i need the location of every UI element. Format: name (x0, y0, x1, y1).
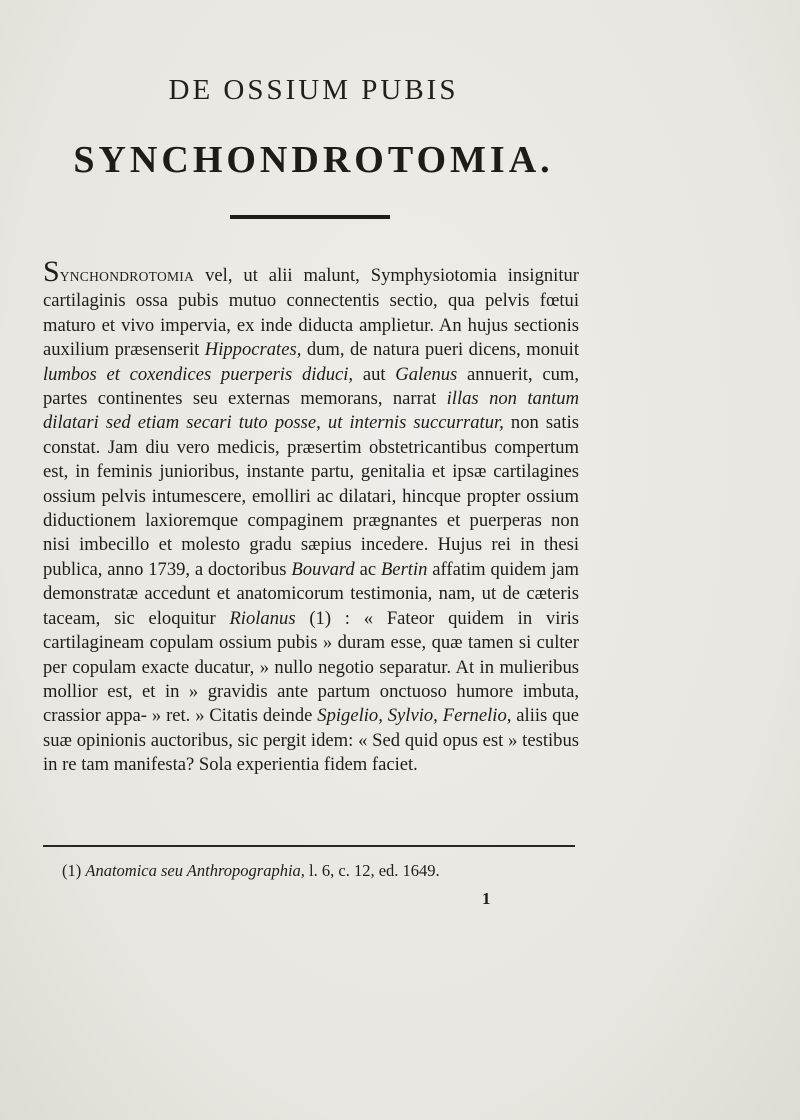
italic-span: Galenus (395, 363, 458, 385)
italic-span: Riolanus (229, 607, 296, 629)
text-span: aliis que suæ opinionis auctoribus, sic pergit idem: « Sed quid opus est » testibus in re tam manifesta? Sola experientia fidem faciet. (43, 705, 579, 776)
italic-span: illas non tantum dilatari sed etiam secari tuto posse, ut internis succurratur, (43, 388, 580, 434)
footnote-rule (43, 845, 575, 847)
signature-mark: 1 (482, 889, 491, 908)
body-paragraph (43, 255, 580, 778)
text-span: annuerit, cum, partes continentes seu externas memorans, narrat (43, 363, 580, 410)
italic-span: Hippocrates, (204, 339, 302, 361)
text-span: non satis constat. Jam diu vero medicis, præsertim obstetricantibus compertum est, in feminis junioribus, instante partu, genitalia et ipsæ cartilagines ossium pelvis intumescere, emolliri ac dilatari, hincque propter ossium diductionem laxioremque compaginem prægnantes et puerperas non nisi imbecillo et molesto gradu sæpius incedere. Hujus rei in thesi publica, anno 1739, a doctoribus (43, 412, 579, 580)
lead-word: YNCHONDROTOMIA (59, 269, 195, 284)
italic-span: Bertin (380, 558, 428, 580)
footnote-source: Anatomica seu Anthropographia, (85, 861, 305, 880)
footnote-rest: l. 6, c. 12, ed. 1649. (304, 861, 440, 880)
text-span: (1) : « Fateor quidem in viris cartilagineam copulam ossium pubis » duram esse, quæ tamen si culter per copulam exacte ducatur, » nullo negotio separatur. At in mulieribus mollior est, et in » gravidis ante partum onctuoso humore imbuta, crassior appa- » ret. » Citatis deinde (43, 607, 579, 727)
title-rule (230, 215, 390, 219)
text-span: affatim quidem jam demonstratæ accedunt et anatomicorum testimonia, nam, ut de cæteris taceam, sic eloquitur (43, 558, 579, 629)
text-span: dum, de natura pueri dicens, monuit (301, 339, 579, 361)
page-title-line1: DE OSSIUM PUBIS (168, 74, 459, 106)
text-span: aut (353, 363, 396, 385)
text-span: vel, ut alii malunt, Symphysiotomia insignitur cartilaginis ossa pubis mutuo connectentis sectio, qua pelvis fœtui maturo et vivo impervia, ex inde diducta amplietur. An hujus sectionis auxilium præsenserit (43, 265, 579, 361)
italic-span: Spigelio, Sylvio, Fernelio, (317, 705, 512, 727)
footnote-marker: (1) (62, 861, 82, 880)
page-title-line2: SYNCHONDROTOMIA. (73, 139, 554, 181)
italic-span: Bouvard (291, 558, 355, 580)
text-span: ac (354, 558, 381, 580)
footnote (62, 861, 440, 881)
italic-span: lumbos et coxendices puerperis diduci, (43, 363, 354, 385)
drop-cap: S (43, 255, 60, 288)
